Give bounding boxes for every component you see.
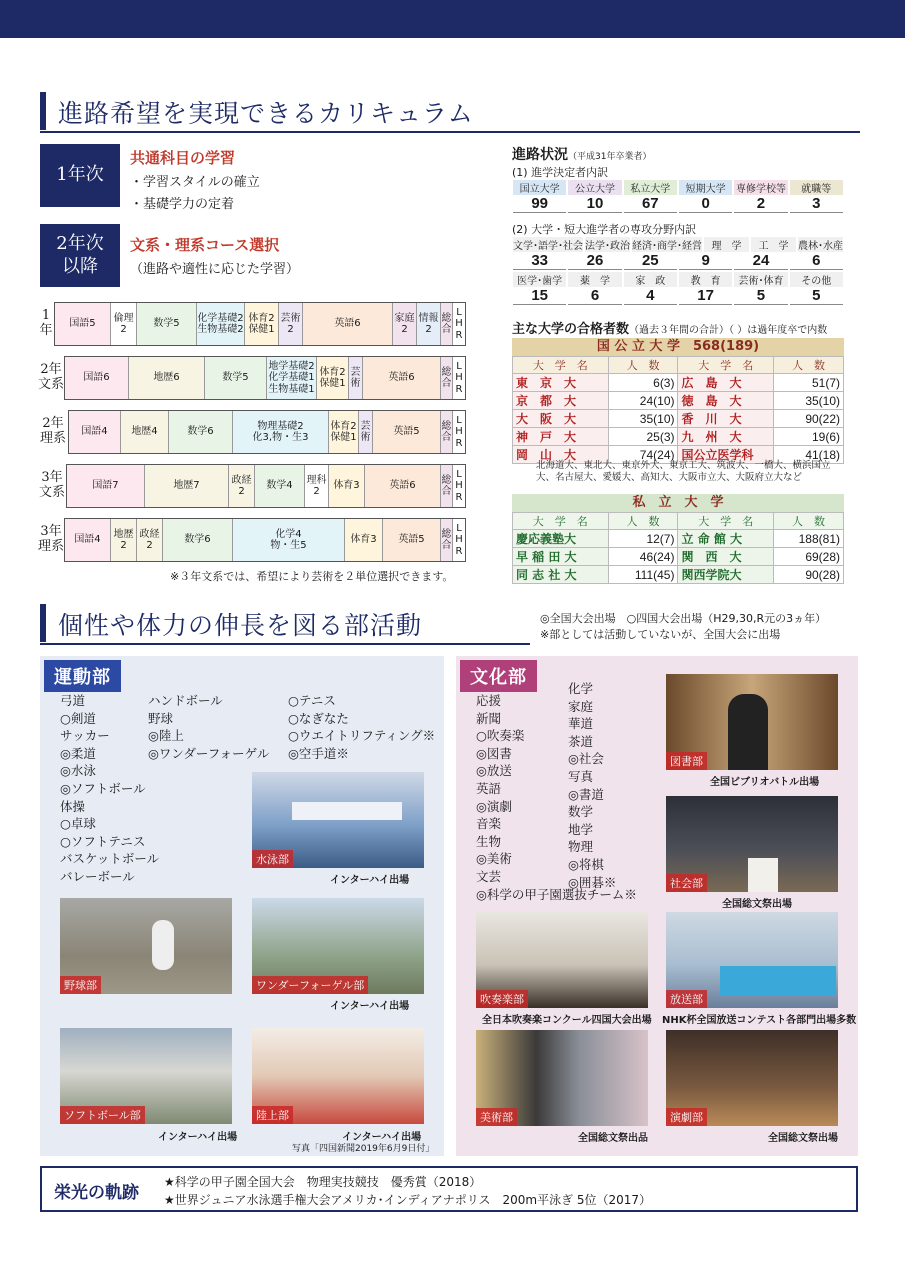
art-photo: 美術部 xyxy=(476,1030,648,1126)
year1-box: 1年次 xyxy=(40,144,120,207)
stat-label: 教 育 xyxy=(679,272,732,287)
wander-photo: ワンダーフォーゲル部 xyxy=(252,898,424,994)
stat-value: 6 xyxy=(568,287,621,305)
subject-cell: 国語7 xyxy=(67,465,145,507)
table-row xyxy=(513,530,844,548)
pass-count: 35(10) xyxy=(774,392,844,410)
stat-value: 2 xyxy=(734,195,787,213)
club-item: ○卓球 xyxy=(60,816,96,832)
career-sub1: (1) 進学決定者内訳 xyxy=(512,166,609,179)
club-item: ○吹奏楽 xyxy=(476,728,525,744)
university-name: 香 川 大 xyxy=(678,410,774,428)
university-name: 国公立医学科 xyxy=(678,446,774,464)
broadcast-caption: NHK杯全国放送コンテスト各部門出場多数 xyxy=(662,1015,857,1026)
title-rule xyxy=(40,643,530,645)
club-item: 家庭 xyxy=(568,698,594,714)
stat-label: 就職等 xyxy=(790,180,843,195)
subject-cell: 体育2 保健1 xyxy=(317,357,349,399)
pass-heading: 主な大学の合格者数（過去３年間の合計）（ ）は過年度卒で内数 xyxy=(512,322,828,337)
library-photo: 図書部 xyxy=(666,674,838,770)
subject-cell: L H R xyxy=(453,519,465,561)
subject-cell: 地歴7 xyxy=(145,465,229,507)
wander-caption: インターハイ出場 xyxy=(330,1001,410,1012)
university-name: 岡 山 大 xyxy=(513,446,609,464)
university-name: 神 戸 大 xyxy=(513,428,609,446)
stat-label: 工 学 xyxy=(751,237,796,252)
clubs-legend: ◎全国大会出場 ○四国大会出場（H29,30,R元の3ヵ年） xyxy=(540,612,827,625)
club-item: ○なぎなた xyxy=(288,710,349,726)
subject-cell: 地学基礎2 化学基礎1 生物基礎1 xyxy=(267,357,317,399)
timetable-row xyxy=(38,410,466,454)
university-name: 徳 島 大 xyxy=(678,392,774,410)
column-header: 人 数 xyxy=(774,357,844,374)
stat-value: 67 xyxy=(624,195,677,213)
club-item: 生物 xyxy=(476,833,502,849)
section-marker xyxy=(40,92,46,130)
club-item: 華道 xyxy=(568,716,594,732)
university-name: 関 西 大 xyxy=(678,548,774,566)
row-label: 2年 理系 xyxy=(39,416,66,446)
broadcast-photo: 放送部 xyxy=(666,912,838,1008)
track-credit: 写真「四国新聞2019年6月9日付」 xyxy=(292,1144,435,1154)
university-name: 立 命 館 大 xyxy=(678,530,774,548)
stat-value: 24 xyxy=(734,252,787,270)
stat-label: 医学･歯学 xyxy=(513,272,566,287)
pass-count: 74(24) xyxy=(608,446,678,464)
stat-value: 15 xyxy=(513,287,566,305)
subject-cell: 化学4 物・生5 xyxy=(233,519,345,561)
pass-count: 12(7) xyxy=(608,530,678,548)
timetable-row xyxy=(38,302,466,346)
column-header: 人 数 xyxy=(774,513,844,530)
swim-caption: インターハイ出場 xyxy=(330,875,410,886)
subject-cell: L H R xyxy=(453,465,465,507)
club-item: ○剣道 xyxy=(60,710,96,726)
university-name: 早 稲 田 大 xyxy=(513,548,609,566)
club-item: ◎囲碁※ xyxy=(568,874,617,890)
subject-cell: 体育2 保健1 xyxy=(329,411,359,453)
club-item: 弓道 xyxy=(60,693,86,708)
stat-value: 99 xyxy=(513,195,566,213)
library-caption: 全国ビブリオバトル出場 xyxy=(710,777,820,788)
club-item: 写真 xyxy=(568,768,594,784)
stat-label: 専修学校等 xyxy=(734,180,787,195)
stat-label: 短期大学 xyxy=(679,180,732,195)
table-row xyxy=(513,566,844,584)
pass-count: 90(22) xyxy=(774,410,844,428)
stat-value: 26 xyxy=(568,252,621,270)
culture-tag: 文化部 xyxy=(460,660,537,692)
club-item: ○ウエイトリフティング※ xyxy=(288,728,436,744)
private-table xyxy=(512,512,844,584)
drama-caption: 全国総文祭出場 xyxy=(768,1133,838,1144)
pass-count: 19(6) xyxy=(774,428,844,446)
softball-caption: インターハイ出場 xyxy=(158,1132,238,1143)
club-item: 応援 xyxy=(476,693,502,708)
pass-count: 25(3) xyxy=(608,428,678,446)
stat-value: 10 xyxy=(568,195,621,213)
stat-value: 5 xyxy=(790,287,843,305)
subject-cell: 物理基礎2 化3,物・生3 xyxy=(233,411,329,453)
subject-cell: 体育2 保健1 xyxy=(245,303,279,345)
subject-cell: 政経 2 xyxy=(137,519,163,561)
club-item: ◎ソフトボール xyxy=(60,780,146,796)
subject-cell: 芸 術 xyxy=(359,411,373,453)
stat-value: 0 xyxy=(679,195,732,213)
club-item: ハンドボール xyxy=(148,693,223,708)
subject-cell: 国語6 xyxy=(65,357,129,399)
subject-cell: 英語6 xyxy=(363,357,441,399)
club-item: ◎科学の甲子園選抜チーム※ xyxy=(476,886,637,902)
stat-label: 薬 学 xyxy=(568,272,621,287)
pass-count: 90(28) xyxy=(774,566,844,584)
clubs-title: 個性や体力の伸長を図る部活動 xyxy=(58,611,423,640)
stat-value: 5 xyxy=(734,287,787,305)
club-item: ◎図書 xyxy=(476,745,512,761)
row-label: 3年 文系 xyxy=(38,470,65,500)
stats2a xyxy=(512,237,844,270)
art-caption: 全国総文祭出品 xyxy=(578,1133,648,1144)
university-name: 大 阪 大 xyxy=(513,410,609,428)
club-item: ◎陸上 xyxy=(148,728,184,744)
club-item: ◎空手道※ xyxy=(288,745,349,761)
club-item: ◎柔道 xyxy=(60,745,96,761)
subject-cell: 国語5 xyxy=(55,303,111,345)
column-header: 大 学 名 xyxy=(678,357,774,374)
subject-cell: 数学6 xyxy=(163,519,233,561)
subject-cell: 家庭 2 xyxy=(393,303,417,345)
club-item: ◎美術 xyxy=(476,851,512,867)
club-item: 野球 xyxy=(148,710,174,726)
pass-count: 111(45) xyxy=(608,566,678,584)
table-row xyxy=(513,392,844,410)
track-photo: 陸上部 xyxy=(252,1028,424,1124)
club-item: ◎演劇 xyxy=(476,798,512,814)
subject-cell: 地歴6 xyxy=(129,357,205,399)
row-label: 3年 理系 xyxy=(38,524,65,554)
row-label: 2年 文系 xyxy=(38,362,65,392)
subject-cell: 総 合 xyxy=(441,519,453,561)
stat-label: 家 政 xyxy=(624,272,677,287)
subject-cell: L H R xyxy=(453,357,465,399)
university-name: 同 志 社 大 xyxy=(513,566,609,584)
glory-item: ★世界ジュニア水泳選手権大会アメリカ･インディアナポリス 200m平泳ぎ 5位（2017） xyxy=(164,1193,652,1207)
subject-cell: L H R xyxy=(453,303,465,345)
subject-cell: 地歴4 xyxy=(121,411,169,453)
national-bar: 国 公 立 大 学 568(189) xyxy=(512,338,844,356)
club-item: ◎将棋 xyxy=(568,856,604,872)
club-item: 茶道 xyxy=(568,733,594,749)
pass-count: 188(81) xyxy=(774,530,844,548)
section-marker xyxy=(40,604,46,642)
table-row xyxy=(513,548,844,566)
table-row xyxy=(513,374,844,392)
subject-cell: 英語5 xyxy=(383,519,441,561)
pass-count: 35(10) xyxy=(608,410,678,428)
column-header: 人 数 xyxy=(608,513,678,530)
subject-cell: 地歴 2 xyxy=(111,519,137,561)
sport-tag: 運動部 xyxy=(44,660,121,692)
curriculum-title: 進路希望を実現できるカリキュラム xyxy=(58,99,474,128)
timetable-row xyxy=(38,518,466,562)
clubs-legend: ※部としては活動していないが、全国大会に出場 xyxy=(540,628,781,641)
stat-value: 33 xyxy=(513,252,566,270)
column-header: 大 学 名 xyxy=(513,513,609,530)
club-item: ◎社会 xyxy=(568,751,604,767)
timetable xyxy=(38,302,466,572)
stat-value: 9 xyxy=(679,252,732,270)
y2-note: （進路や適性に応じた学習） xyxy=(130,262,300,277)
timetable-footnote: ※３年文系では、希望により芸術を２単位選択できます。 xyxy=(170,570,454,583)
subject-cell: 理科 2 xyxy=(305,465,329,507)
social-photo: 社会部 xyxy=(666,796,838,892)
club-item: 地学 xyxy=(568,821,594,837)
subject-cell: L H R xyxy=(453,411,465,453)
club-item: 物理 xyxy=(568,839,594,855)
y1-point: ・基礎学力の定着 xyxy=(130,197,235,212)
national-note: 北海道大、東北大、東京外大、東京工大、筑波大、一橋大、横浜国立大、名古屋大、愛媛大、高知大、大阪市立大、大阪府立大など xyxy=(536,460,831,483)
club-item: ○テニス xyxy=(288,693,336,708)
university-name: 東 京 大 xyxy=(513,374,609,392)
timetable-row xyxy=(38,464,466,508)
pass-count: 24(10) xyxy=(608,392,678,410)
stat-label: 私立大学 xyxy=(624,180,677,195)
private-bar: 私 立 大 学 xyxy=(512,494,844,512)
glory-title: 栄光の軌跡 xyxy=(54,1183,139,1203)
year2-box: 2年次 以降 xyxy=(40,224,120,287)
table-row xyxy=(513,410,844,428)
softball-photo: ソフトボール部 xyxy=(60,1028,232,1124)
stat-label: 農林･水産 xyxy=(798,237,843,252)
subject-cell: 数学5 xyxy=(205,357,267,399)
band-photo: 吹奏楽部 xyxy=(476,912,648,1008)
club-item: ◎書道 xyxy=(568,786,604,802)
university-name: 関西学院大 xyxy=(678,566,774,584)
y2-heading: 文系・理系コース選択 xyxy=(130,236,280,254)
column-header: 大 学 名 xyxy=(513,357,609,374)
sport-list-1 xyxy=(60,692,159,886)
subject-cell: 総 合 xyxy=(441,357,453,399)
stats1 xyxy=(512,180,844,213)
subject-cell: 英語5 xyxy=(373,411,441,453)
track-caption: インターハイ出場 xyxy=(342,1132,422,1143)
subject-cell: 芸 術 xyxy=(349,357,363,399)
baseball-photo: 野球部 xyxy=(60,898,232,994)
stat-label: 芸術･体育 xyxy=(734,272,787,287)
university-name: 慶応義塾大 xyxy=(513,530,609,548)
row-label: 1年 xyxy=(39,308,53,338)
university-name: 九 州 大 xyxy=(678,428,774,446)
club-item: 数学 xyxy=(568,804,594,820)
club-item: 新聞 xyxy=(476,710,502,726)
subject-cell: 総 合 xyxy=(441,303,453,345)
club-item: バスケットボール xyxy=(60,851,160,867)
subject-cell: 倫理 2 xyxy=(111,303,137,345)
swim-photo: 水泳部 xyxy=(252,772,424,868)
national-table xyxy=(512,356,844,464)
social-caption: 全国総文祭出場 xyxy=(722,899,792,910)
stat-label: 理 学 xyxy=(704,237,749,252)
club-item: ◎放送 xyxy=(476,763,512,779)
subject-cell: 体育3 xyxy=(345,519,383,561)
stat-value: 25 xyxy=(624,252,677,270)
subject-cell: 英語6 xyxy=(303,303,393,345)
subject-cell: 数学4 xyxy=(255,465,305,507)
subject-cell: 総 合 xyxy=(441,411,453,453)
column-header: 大 学 名 xyxy=(678,513,774,530)
club-item: サッカー xyxy=(60,728,110,744)
university-name: 京 都 大 xyxy=(513,392,609,410)
stats2b xyxy=(512,272,844,305)
stat-label: その他 xyxy=(790,272,843,287)
subject-cell: 数学5 xyxy=(137,303,197,345)
stat-value: 3 xyxy=(790,195,843,213)
stat-label: 国立大学 xyxy=(513,180,566,195)
subject-cell: 英語6 xyxy=(365,465,441,507)
pass-count: 69(28) xyxy=(774,548,844,566)
stat-label: 公立大学 xyxy=(568,180,621,195)
subject-cell: 数学6 xyxy=(169,411,233,453)
club-item: バレーボール xyxy=(60,868,135,884)
culture-list-2 xyxy=(568,680,616,891)
column-header: 人 数 xyxy=(608,357,678,374)
band-caption: 全日本吹奏楽コンクール四国大会出場 xyxy=(482,1015,652,1026)
pass-count: 46(24) xyxy=(608,548,678,566)
stat-label: 法学･政治 xyxy=(585,237,630,252)
stat-label: 経済･商学･経営 xyxy=(632,237,702,252)
subject-cell: 化学基礎2 生物基礎2 xyxy=(197,303,245,345)
stat-value: 4 xyxy=(624,287,677,305)
y1-point: ・学習スタイルの確立 xyxy=(130,175,260,190)
university-name: 広 島 大 xyxy=(678,374,774,392)
pass-count: 51(7) xyxy=(774,374,844,392)
pass-count: 41(18) xyxy=(774,446,844,464)
career-sub2: (2) 大学・短大進学者の専攻分野内訳 xyxy=(512,223,697,236)
y1-heading: 共通科目の学習 xyxy=(130,149,236,167)
club-item: 文芸 xyxy=(476,868,502,884)
stat-value: 17 xyxy=(679,287,732,305)
club-item: 音楽 xyxy=(476,816,502,832)
stat-value: 6 xyxy=(790,252,843,270)
club-item: ◎水泳 xyxy=(60,763,96,779)
subject-cell: 体育3 xyxy=(329,465,365,507)
sport-list-3 xyxy=(288,692,435,762)
club-item: ◎ワンダーフォーゲル xyxy=(148,745,270,761)
stat-label: 文学･語学･社会 xyxy=(513,237,583,252)
subject-cell: 政経 2 xyxy=(229,465,255,507)
club-item: 体操 xyxy=(60,798,86,814)
subject-cell: 総 合 xyxy=(441,465,453,507)
table-row xyxy=(513,428,844,446)
club-item: 英語 xyxy=(476,780,502,796)
subject-cell: 情報 2 xyxy=(417,303,441,345)
title-rule xyxy=(40,131,860,133)
sport-list-2 xyxy=(148,692,269,762)
career-title: 進路状況（平成31年卒業者） xyxy=(512,147,652,163)
pass-count: 6(3) xyxy=(608,374,678,392)
timetable-row xyxy=(38,356,466,400)
subject-cell: 芸術 2 xyxy=(279,303,303,345)
subject-cell: 国語4 xyxy=(69,411,121,453)
drama-photo: 演劇部 xyxy=(666,1030,838,1126)
glory-item: ★科学の甲子園全国大会 物理実技競技 優秀賞（2018） xyxy=(164,1175,482,1189)
subject-cell: 国語4 xyxy=(65,519,111,561)
club-item: ○ソフトテニス xyxy=(60,833,146,849)
top-banner xyxy=(0,0,905,38)
club-item: 化学 xyxy=(568,681,594,696)
